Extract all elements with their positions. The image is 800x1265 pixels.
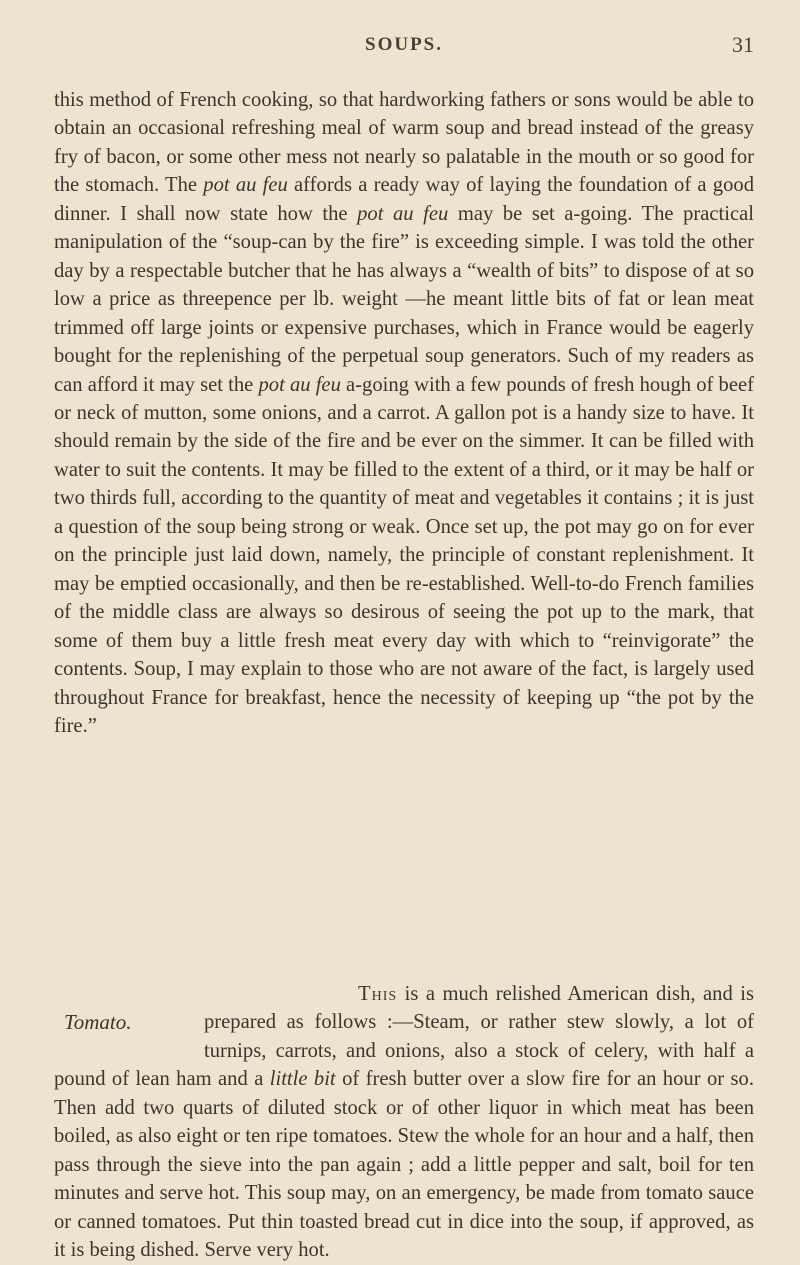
- running-title: SOUPS.: [365, 34, 443, 55]
- page-number: 31: [732, 32, 754, 57]
- italic-term: pot au feu: [357, 202, 449, 225]
- paragraph-pot-au-feu: [54, 86, 754, 740]
- text-run: is a much relished American dish, and is prepared as follows :—Steam, or rather stew slowly, a lot of turnips, carrots, and onions, also a stock of celery, with half a pound of lean ham and a: [54, 983, 754, 1091]
- italic-term: little bit: [269, 1068, 336, 1091]
- tomato-recipe-section: [54, 980, 754, 1265]
- running-head: [54, 34, 754, 62]
- text-run: may be set a-going. The practical manipulation of the “soup-can by the fire” is exceeding simple. I was told the other day by a respectable butcher that he has always a “wealth of bits” to dispose of at so low a price as threepence per lb. weight —he meant little bits of fat or lean meat trimmed off large joints or expensive purchases, which in France would be eagerly bought for the replenishing of the perpetual soup generators. Such of my readers as can afford it may set the: [54, 202, 754, 396]
- italic-term: pot au feu: [203, 174, 288, 197]
- italic-term: pot au feu: [258, 373, 341, 396]
- main-text-block: [54, 86, 754, 740]
- text-run: affords a ready way of laying the foundation of a good dinner. I shall now state how the: [54, 174, 754, 225]
- side-heading-tomato: Tomato.: [64, 1010, 132, 1034]
- lead-word: This: [358, 983, 398, 1005]
- text-run: of fresh butter over a slow fire for an hour or so. Then add two quarts of diluted stock or of other liquor in which meat has been boiled, as also eight or ten ripe tomatoes. Stew the whole for an hour and a half, then pass through the sieve into the pan again ; add a little pepper and salt, boil for ten minutes and serve hot. This soup may, on an emergency, be made from tomato sauce or canned tomatoes. Put thin toasted bread cut in dice into the soup, if approved, as it is being dished. Serve very hot.: [54, 1068, 754, 1262]
- text-run: a-going with a few pounds of fresh hough of beef or neck of mutton, some onions, and a carrot. A gallon pot is a handy size to have. It should remain by the side of the fire and be ever on the simmer. It can be filled with water to suit the contents. It may be filled to the extent of a third, or it may be half or two thirds full, according to the quantity of meat and vegetables it contains ; it is just a question of the soup being strong or weak. Once set up, the pot may go on for ever on the principle just laid down, namely, the principle of constant replenishment. It may be emptied occasionally, and then be re-established. Well-to-do French families of the middle class are always so desirous of seeing the pot up to the mark, that some of them buy a little fresh meat every day with which to “reinvigorate” the contents. Soup, I may explain to those who are not aware of the fact, is largely used throughout France for breakfast, hence the necessity of keeping up “the pot by the fire.”: [54, 373, 754, 737]
- text-run: this method of French cooking, so that hardworking fathers or sons would be able to obtain an occasional refreshing meal of warm soup and bread instead of the greasy fry of bacon, or some other mess not nearly so palatable in the mouth or so good for the stomach. The: [54, 89, 754, 197]
